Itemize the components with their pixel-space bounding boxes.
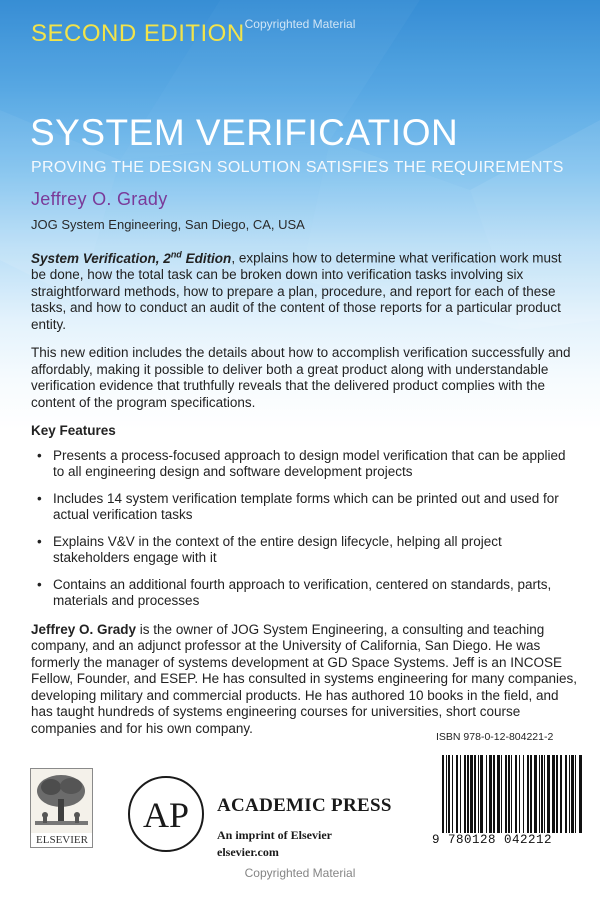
key-features-heading: Key Features — [31, 423, 116, 438]
author-affiliation: JOG System Engineering, San Diego, CA, USA — [31, 217, 305, 232]
back-cover-text — [31, 246, 579, 749]
author-name: Jeffrey O. Grady — [31, 189, 168, 209]
academic-press-name: ACADEMIC PRESS — [217, 795, 392, 816]
key-features-list — [31, 448, 579, 610]
bio-name: Jeffrey O. Grady — [31, 621, 137, 637]
tree-icon — [31, 769, 92, 833]
edition-word: Edition — [181, 250, 232, 266]
feature-item: • Explains V&V in the context of the entire design lifecycle, helping all project stakeholders engage with it — [31, 534, 579, 567]
isbn-label: ISBN 978-0-12-804221-2 — [436, 731, 554, 743]
elsevier-wordmark: ELSEVIER — [36, 834, 88, 846]
watermark-top: Copyrighted Material — [244, 17, 356, 31]
barcode-digits: 9 780128 042212 — [430, 833, 590, 847]
feature-item: • Presents a process-focused approach to design model verification that can be applied to all engineering design and software development projects — [31, 448, 579, 481]
edition-superscript: nd — [170, 249, 182, 259]
imprint-line: An imprint of Elsevier — [217, 828, 332, 842]
edition-label: SECOND EDITION — [31, 20, 245, 47]
book-title: SYSTEM VERIFICATION — [30, 112, 459, 153]
ap-monogram: AP — [142, 795, 190, 835]
barcode-icon — [430, 748, 590, 844]
description-text-1: , explains how to determine what verification work must be done, how the total task can be broken down into verification tasks involving six straightforward methods, how to prepare a plan, procedure, and report for each of these tasks, and how to conduct an audit of the content of those reports for a particular product entity. — [31, 250, 562, 332]
author-bio — [31, 622, 579, 738]
bio-text: is the owner of JOG System Engineering, a consulting and teaching company, and an adjunct professor at the University of California, San Diego. He was formerly the manager of systems development at GD Space Systems. Jeff is an INCOSE Fellow, Founder, and ESEP. He has consulted in systems engineering for many companies, developing military and commercial products. He has authored 10 books in the field, and has taught hundreds of systems engineering courses for universities, short course companies and for his own company. — [31, 621, 578, 736]
feature-item: • Contains an additional fourth approach to verification, centered on standards, parts, materials and processes — [31, 577, 579, 610]
description-paragraph-1 — [31, 246, 579, 333]
description-paragraph-2: This new edition includes the details about how to accomplish verification successfully and affordably, making it possible to deliver both a great product along with understandable verification evidence that truthfully reveals that the delivered product complies with the content of the program specifications. — [31, 345, 571, 410]
watermark-bottom: Copyrighted Material — [244, 866, 356, 880]
academic-press-logo — [127, 775, 205, 853]
publisher-url: elsevier.com — [217, 845, 279, 859]
feature-item: • Includes 14 system verification template forms which can be printed out and used for actual verification tasks — [31, 491, 579, 524]
book-name: System Verification, 2 — [31, 250, 171, 266]
book-subtitle: PROVING THE DESIGN SOLUTION SATISFIES THE REQUIREMENTS — [31, 159, 564, 176]
